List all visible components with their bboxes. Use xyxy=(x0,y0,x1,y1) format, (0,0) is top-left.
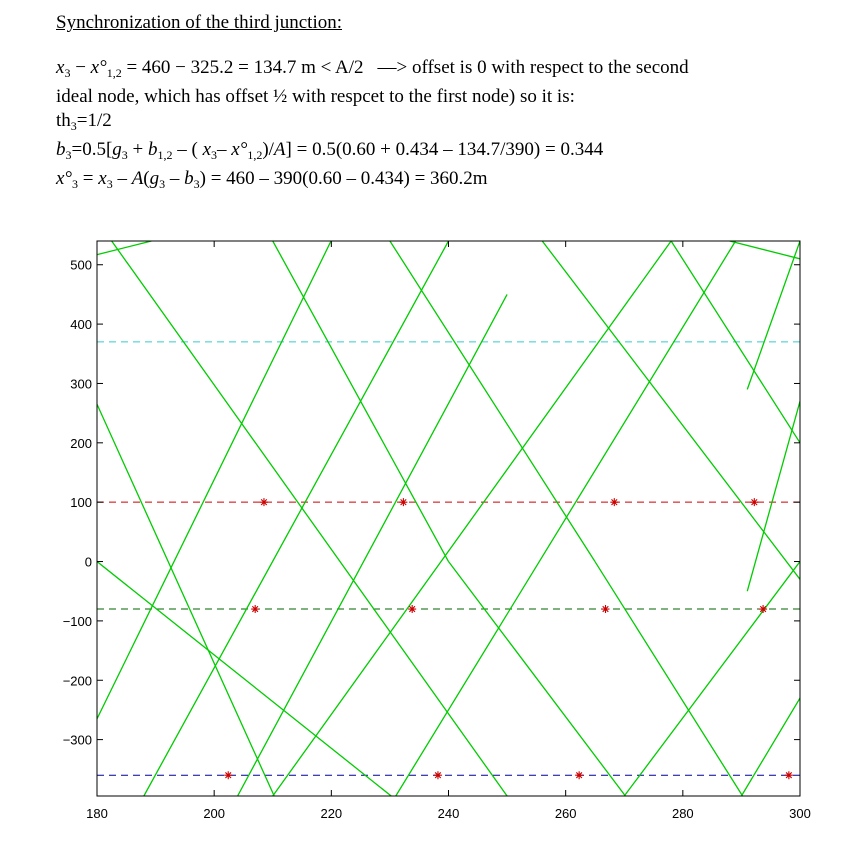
marker-star-7 xyxy=(759,605,767,613)
y-tick-label-200: 200 xyxy=(70,435,92,451)
trajectory-line-8 xyxy=(238,294,507,796)
trajectory-line-19 xyxy=(730,241,800,259)
marker-star-4 xyxy=(251,605,259,613)
x-tick-label-180: 180 xyxy=(86,806,108,821)
trajectory-line-14 xyxy=(624,562,800,796)
marker-star-1 xyxy=(399,498,407,506)
x-tick-label-220: 220 xyxy=(320,806,343,821)
trajectory-line-16 xyxy=(741,698,800,796)
y-tick-label--200: −200 xyxy=(62,673,92,689)
trajectory-line-0 xyxy=(97,404,274,796)
x-tick-label-240: 240 xyxy=(437,806,460,821)
equation-b3: $b_3=0.5[g_3 + b_{1,2}$ – ( $x_3-$ $x^\circ_{1,2})/A] = 0.5(0.60 + 0.434 - 134.7/390) = 0.344$ xyxy=(56,139,604,162)
y-tick-label--300: −300 xyxy=(62,732,92,748)
trajectory-line-18 xyxy=(747,241,800,389)
trajectory-line-3 xyxy=(97,241,151,255)
marker-star-6 xyxy=(602,605,610,613)
marker-star-0 xyxy=(260,498,268,506)
trajectory-line-7 xyxy=(449,562,626,796)
y-tick-label-100: 100 xyxy=(70,495,92,511)
trajectory-line-2 xyxy=(97,562,391,796)
equation-x3: $x^\circ_3 = x_3 - A(g_3 - b_3) = 460 - 390(0.60 - 0.434) = 360.2m$ xyxy=(56,168,488,191)
equation-offset: $x_3 - x^\circ_{1,2} = 460 - 325.2 = 134.7$ m < A/2 —> offset is 0 with respect to the second xyxy=(56,57,689,80)
text-ideal-node: ideal node, which has offset ½ with respcet to the first node) so it is: xyxy=(56,86,575,107)
marker-star-10 xyxy=(575,771,583,779)
trajectory-line-5 xyxy=(144,241,449,796)
y-tick-label-0: 0 xyxy=(84,554,92,570)
trajectory-line-11 xyxy=(273,241,671,796)
marker-star-8 xyxy=(224,771,232,779)
trajectory-line-9 xyxy=(390,241,595,562)
marker-star-5 xyxy=(408,605,416,613)
marker-star-9 xyxy=(434,771,442,779)
trajectory-line-1 xyxy=(97,241,331,719)
trajectory-line-13 xyxy=(542,241,800,579)
equation-th3: $th_3=1/2$ xyxy=(56,110,112,133)
section-title: Synchronization of the third junction: xyxy=(56,12,343,33)
y-tick-label-500: 500 xyxy=(70,257,92,273)
x-tick-label-300: 300 xyxy=(789,806,811,821)
trajectory-line-17 xyxy=(747,401,800,591)
x-tick-label-200: 200 xyxy=(203,806,226,821)
marker-star-3 xyxy=(750,498,758,506)
y-tick-label-300: 300 xyxy=(70,376,92,392)
trajectory-line-10 xyxy=(595,562,743,796)
x-tick-label-280: 280 xyxy=(671,806,694,821)
x-tick-label-260: 260 xyxy=(554,806,577,821)
y-tick-label--100: −100 xyxy=(62,613,92,629)
trajectory-line-4 xyxy=(112,241,507,796)
marker-star-11 xyxy=(785,771,793,779)
marker-star-2 xyxy=(610,498,618,506)
y-tick-label-400: 400 xyxy=(70,317,92,333)
plot-area xyxy=(97,241,800,796)
trajectory-line-12 xyxy=(396,241,736,796)
